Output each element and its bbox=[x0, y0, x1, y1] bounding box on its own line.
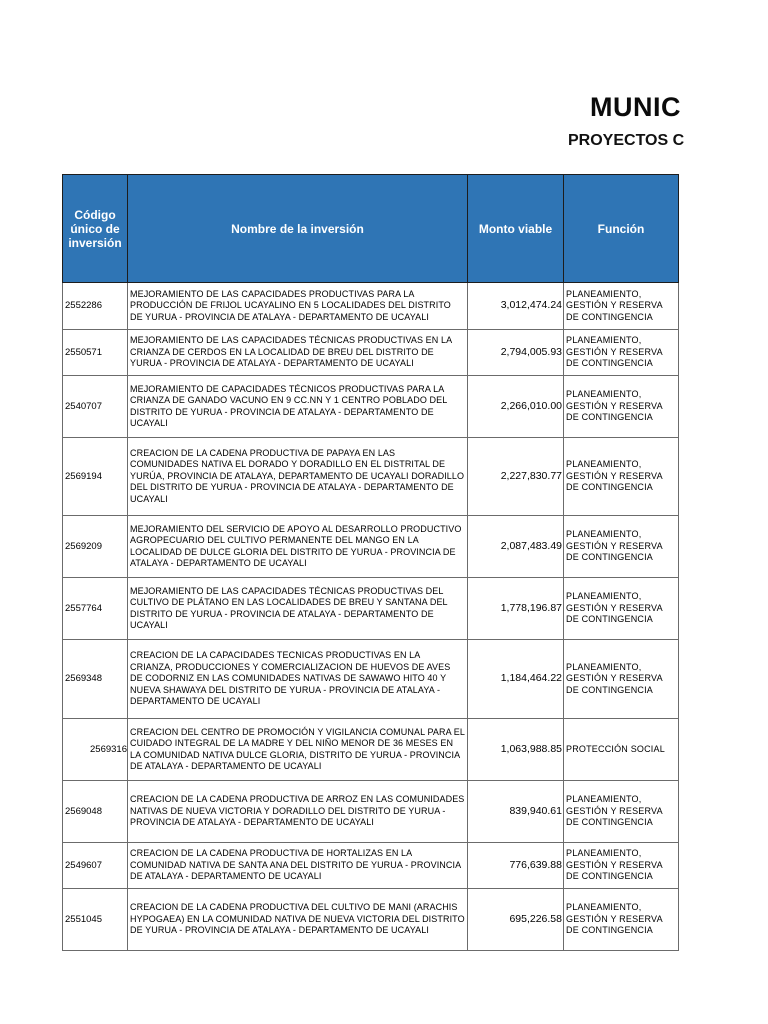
cell-function: PLANEAMIENTO, GESTIÓN Y RESERVA DE CONTINGENCIA bbox=[564, 516, 679, 578]
cell-name: MEJORAMIENTO DE LAS CAPACIDADES TÉCNICAS PRODUCTIVAS EN LA CRIANZA DE CERDOS EN LA LOCALIDAD DE BREU DEL DISTRITO DE YURUA - PROVINCIA DE ATALAYA - DEPARTAMENTO DE UCAYALI bbox=[128, 330, 468, 376]
cell-code: 2569194 bbox=[63, 438, 128, 516]
cell-code: 2540707 bbox=[63, 376, 128, 438]
table-header-row bbox=[63, 175, 679, 283]
table-row bbox=[63, 330, 679, 376]
cell-name: CREACION DE LA CAPACIDADES TECNICAS PRODUCTIVAS EN LA CRIANZA, PRODUCCIONES Y COMERCIALIZACION DE HUEVOS DE AVES DE CODORNIZ EN LAS COMUNIDADES NATIVAS DE SAWAWO HITO 40 Y NUEVA SHAWAYA DEL DISTRITO DE YURUA - PROVINCIA DE ATALAYA - DEPARTAMENTO DE UCAYALI bbox=[128, 640, 468, 719]
cell-code: 2557764 bbox=[63, 578, 128, 640]
cell-code: 2552286 bbox=[63, 283, 128, 330]
cell-code: 2550571 bbox=[63, 330, 128, 376]
column-header-name: Nombre de la inversión bbox=[128, 175, 468, 283]
cell-amount: 3,012,474.24 bbox=[468, 283, 564, 330]
cell-code: 2569048 bbox=[63, 781, 128, 843]
cell-function: PLANEAMIENTO, GESTIÓN Y RESERVA DE CONTINGENCIA bbox=[564, 438, 679, 516]
table-row bbox=[63, 283, 679, 330]
cell-code: 2569348 bbox=[63, 640, 128, 719]
cell-amount: 839,940.61 bbox=[468, 781, 564, 843]
cell-code: 2569209 bbox=[63, 516, 128, 578]
cell-function: PLANEAMIENTO, GESTIÓN Y RESERVA DE CONTINGENCIA bbox=[564, 376, 679, 438]
cell-name: CREACION DE LA CADENA PRODUCTIVA DE HORTALIZAS EN LA COMUNIDAD NATIVA DE SANTA ANA DEL DISTRITO DE YURUA - PROVINCIA DE ATALAYA - DEPARTAMENTO DE UCAYALI bbox=[128, 843, 468, 889]
cell-name: MEJORAMIENTO DE LAS CAPACIDADES PRODUCTIVAS PARA LA PRODUCCIÓN DE FRIJOL UCAYALINO EN 5 LOCALIDADES DEL DISTRITO DE YURUA - PROVINCIA DE ATALAYA - DEPARTAMENTO DE UCAYALI bbox=[128, 283, 468, 330]
table-row bbox=[63, 578, 679, 640]
page-title: MUNIC bbox=[590, 92, 681, 122]
cell-amount: 2,227,830.77 bbox=[468, 438, 564, 516]
cell-amount: 1,184,464.22 bbox=[468, 640, 564, 719]
cell-function: PLANEAMIENTO, GESTIÓN Y RESERVA DE CONTINGENCIA bbox=[564, 640, 679, 719]
cell-function: PLANEAMIENTO, GESTIÓN Y RESERVA DE CONTINGENCIA bbox=[564, 781, 679, 843]
cell-function: PLANEAMIENTO, GESTIÓN Y RESERVA DE CONTINGENCIA bbox=[564, 843, 679, 889]
cell-name: CREACION DE LA CADENA PRODUCTIVA DE PAPAYA EN LAS COMUNIDADES NATIVA EL DORADO Y DORADILLO EN EL DISTRITAL DE YURÚA, PROVINCIA DE ATALAYA, DEPARTAMENTO DE UCAYALI DORADILLO DEL DISTRITO DE YURUA - PROVINCIA DE ATALAYA - DEPARTAMENTO DE UCAYALI bbox=[128, 438, 468, 516]
table-row bbox=[63, 516, 679, 578]
investment-table-container bbox=[62, 174, 678, 951]
column-header-function: Función bbox=[564, 175, 679, 283]
column-header-code: Código único de inversión bbox=[63, 175, 128, 283]
table-row bbox=[63, 438, 679, 516]
table-row bbox=[63, 843, 679, 889]
cell-function: PLANEAMIENTO, GESTIÓN Y RESERVA DE CONTINGENCIA bbox=[564, 330, 679, 376]
cell-amount: 1,778,196.87 bbox=[468, 578, 564, 640]
cell-name: MEJORAMIENTO DE CAPACIDADES TÉCNICOS PRODUCTIVAS PARA LA CRIANZA DE GANADO VACUNO EN 9 CC.NN Y 1 CENTRO POBLADO DEL DISTRITO DE YURUA - PROVINCIA DE ATALAYA - DEPARTAMENTO DE UCAYALI bbox=[128, 376, 468, 438]
investment-table bbox=[62, 174, 679, 951]
cell-amount: 2,087,483.49 bbox=[468, 516, 564, 578]
cell-function: PLANEAMIENTO, GESTIÓN Y RESERVA DE CONTINGENCIA bbox=[564, 578, 679, 640]
cell-code: 2551045 bbox=[63, 889, 128, 951]
table-row bbox=[63, 719, 679, 781]
table-row bbox=[63, 781, 679, 843]
cell-amount: 776,639.88 bbox=[468, 843, 564, 889]
cell-function: PLANEAMIENTO, GESTIÓN Y RESERVA DE CONTINGENCIA bbox=[564, 283, 679, 330]
cell-code: 2569316 bbox=[63, 719, 128, 781]
cell-amount: 695,226.58 bbox=[468, 889, 564, 951]
column-header-amount: Monto viable bbox=[468, 175, 564, 283]
cell-name: MEJORAMIENTO DEL SERVICIO DE APOYO AL DESARROLLO PRODUCTIVO AGROPECUARIO DEL CULTIVO PERMANENTE DEL MANGO EN LA LOCALIDAD DE DULCE GLORIA DEL DISTRITO DE YURUA - PROVINCIA DE ATALAYA - DEPARTAMENTO DE UCAYALI bbox=[128, 516, 468, 578]
cell-name: CREACION DE LA CADENA PRODUCTIVA DE ARROZ EN LAS COMUNIDADES NATIVAS DE NUEVA VICTORIA Y DORADILLO DEL DISTRITO DE YURUA - PROVINCIA DE ATALAYA - DEPARTAMENTO DE UCAYALI bbox=[128, 781, 468, 843]
cell-amount: 1,063,988.85 bbox=[468, 719, 564, 781]
table-row bbox=[63, 376, 679, 438]
cell-function: PROTECCIÓN SOCIAL bbox=[564, 719, 679, 781]
table-row bbox=[63, 640, 679, 719]
cell-code: 2549607 bbox=[63, 843, 128, 889]
cell-amount: 2,794,005.93 bbox=[468, 330, 564, 376]
cell-name: CREACION DEL CENTRO DE PROMOCIÓN Y VIGILANCIA COMUNAL PARA EL CUIDADO INTEGRAL DE LA MADRE Y DEL NIÑO MENOR DE 36 MESES EN LA COMUNIDAD NATIVA DULCE GLORIA, DISTRITO DE YURUA - PROVINCIA DE ATALAYA - DEPARTAMENTO DE UCAYALI bbox=[128, 719, 468, 781]
page-subtitle: PROYECTOS C bbox=[568, 132, 685, 149]
cell-name: MEJORAMIENTO DE LAS CAPACIDADES TÉCNICAS PRODUCTIVAS DEL CULTIVO DE PLÁTANO EN LAS LOCALIDADES DE BREU Y SANTANA DEL DISTRITO DE YURUA - PROVINCIA DE ATALAYA - DEPARTAMENTO DE UCAYALI bbox=[128, 578, 468, 640]
cell-function: PLANEAMIENTO, GESTIÓN Y RESERVA DE CONTINGENCIA bbox=[564, 889, 679, 951]
cell-name: CREACION DE LA CADENA PRODUCTIVA DEL CULTIVO DE MANI (ARACHIS HYPOGAEA) EN LA COMUNIDAD NATIVA DE NUEVA VICTORIA DEL DISTRITO DE YURUA - PROVINCIA DE ATALAYA - DEPARTAMENTO DE UCAYALI bbox=[128, 889, 468, 951]
cell-amount: 2,266,010.00 bbox=[468, 376, 564, 438]
table-row bbox=[63, 889, 679, 951]
